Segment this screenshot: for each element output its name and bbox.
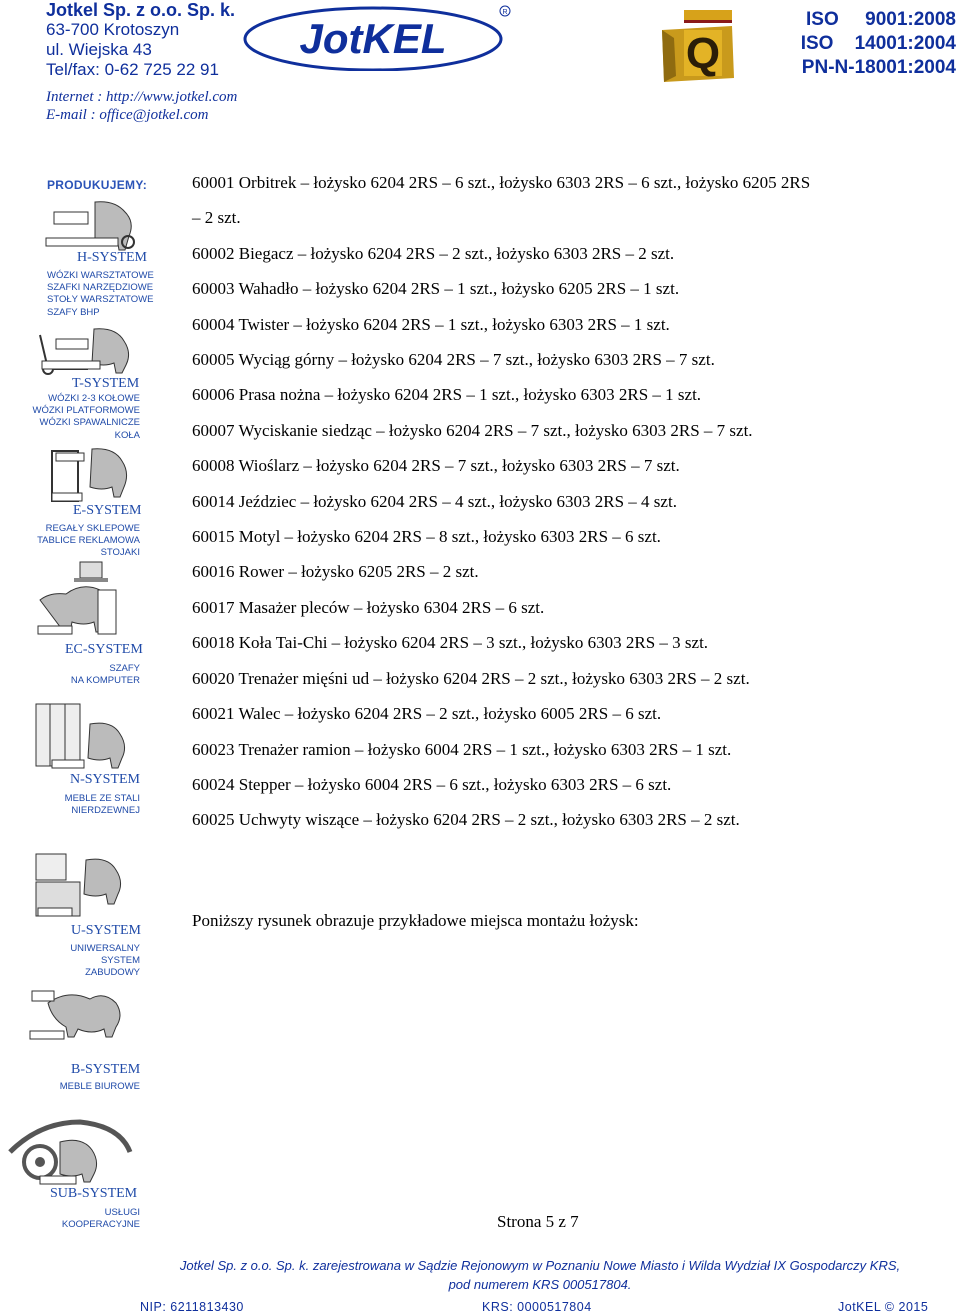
e-system-desc <box>30 523 140 560</box>
logo-text: JotKEL <box>299 15 447 62</box>
list-item: 60002 Biegacz – łożysko 6204 2RS – 2 szt., łożysko 6303 2RS – 2 szt. <box>192 243 675 263</box>
iso-line: ISO 9001:2008 <box>806 9 956 30</box>
desc-line: NA KOMPUTER <box>70 675 140 687</box>
list-item: 60024 Stepper – łożysko 6004 2RS – 6 szt., łożysko 6303 2RS – 6 szt. <box>192 774 672 794</box>
footer-copyright: JotKEL © 2015 <box>838 1300 929 1314</box>
company-address-block <box>46 0 235 80</box>
b-system-desc <box>30 1081 140 1093</box>
h-system-icon <box>40 200 142 252</box>
b-system-icon <box>28 985 140 1049</box>
desc-line: ZABUDOWY <box>85 967 140 979</box>
iso-line: ISO 14001:2004 <box>800 33 956 54</box>
iso-certificates <box>801 8 956 80</box>
desc-line: SYSTEM <box>100 955 140 967</box>
list-item: – 2 szt. <box>192 208 241 228</box>
footer-line-2: pod numerem KRS 000517804. <box>448 1277 632 1292</box>
desc-line: STOJAKI <box>100 547 140 559</box>
list-item: 60015 Motyl – łożysko 6204 2RS – 8 szt., łożysko 6303 2RS – 6 szt. <box>192 527 661 547</box>
registration-footer <box>160 1256 920 1294</box>
sub-system-name: SUB-SYSTEM <box>50 1186 138 1201</box>
list-item: 60001 Orbitrek – łożysko 6204 2RS – 6 szt., łożysko 6303 2RS – 6 szt., łożysko 6205 2RS <box>192 173 811 192</box>
company-telfax: Tel/fax: 0-62 725 22 91 <box>46 60 219 79</box>
desc-line: WÓZKI PLATFORMOWE <box>32 405 140 417</box>
iso-line: PN-N-18001:2004 <box>801 57 956 78</box>
desc-line: MEBLE BIUROWE <box>59 1081 140 1092</box>
svg-text:R: R <box>502 9 508 16</box>
t-system-icon <box>36 325 140 377</box>
u-system-desc <box>30 943 140 980</box>
desc-line: SZAFKI NARZĘDZIOWE <box>47 282 154 294</box>
desc-line: SZAFY BHP <box>47 306 100 318</box>
list-item: 60004 Twister – łożysko 6204 2RS – 1 szt., łożysko 6303 2RS – 1 szt. <box>192 314 670 334</box>
quality-award-icon <box>654 8 738 86</box>
ec-system-icon <box>36 560 140 640</box>
sub-system-icon <box>0 1112 142 1188</box>
list-item: 60025 Uchwyty wiszące – łożysko 6204 2RS – 2 szt., łożysko 6303 2RS – 2 szt. <box>192 810 740 830</box>
t-system-desc <box>30 393 140 442</box>
list-item: 60017 Masażer pleców – łożysko 6304 2RS – 6 szt. <box>192 597 545 617</box>
t-system-name: T-SYSTEM <box>72 376 140 391</box>
list-item: 60006 Prasa nożna – łożysko 6204 2RS – 1 szt., łożysko 6303 2RS – 1 szt. <box>192 385 702 405</box>
desc-line: UNIWERSALNY <box>70 943 140 954</box>
page-number: Strona 5 z 7 <box>497 1212 579 1231</box>
list-item: 60021 Walec – łożysko 6204 2RS – 2 szt., łożysko 6005 2RS – 6 szt. <box>192 704 662 724</box>
bearing-list <box>192 165 944 838</box>
desc-line: KOOPERACYJNE <box>61 1219 140 1231</box>
jotkel-logo <box>243 3 511 71</box>
u-system-name: U-SYSTEM <box>71 923 142 938</box>
figure-intro-text: Poniższy rysunek obrazuje przykładowe miejsca montażu łożysk: <box>192 911 639 930</box>
desc-line: STOŁY WARSZTATOWE <box>47 294 154 306</box>
desc-line: USŁUGI <box>104 1207 140 1218</box>
company-web-block <box>46 88 237 124</box>
desc-line: REGAŁY SKLEPOWE <box>45 523 140 534</box>
desc-line: KOŁA <box>114 429 140 441</box>
list-item: 60014 Jeździec – łożysko 6204 2RS – 4 szt., łożysko 6303 2RS – 4 szt. <box>192 491 677 511</box>
company-street: ul. Wiejska 43 <box>46 40 152 59</box>
desc-line: WÓZKI 2-3 KOŁOWE <box>48 393 140 404</box>
desc-line: MEBLE ZE STALI <box>64 793 140 804</box>
ec-system-name: EC-SYSTEM <box>65 642 143 657</box>
desc-line: SZAFY <box>109 663 140 674</box>
footer-krs: KRS: 0000517804 <box>482 1300 592 1314</box>
e-system-icon <box>48 445 140 505</box>
logo-graphic <box>243 3 511 71</box>
n-system-icon <box>34 702 140 774</box>
company-email[interactable]: E-mail : office@jotkel.com <box>46 107 209 123</box>
list-item: 60003 Wahadło – łożysko 6204 2RS – 1 szt., łożysko 6205 2RS – 1 szt. <box>192 279 680 299</box>
list-item: 60007 Wyciskanie siedząc – łożysko 6204 2RS – 7 szt., łożysko 6303 2RS – 7 szt. <box>192 420 753 440</box>
desc-line: WÓZKI WARSZTATOWE <box>47 270 154 281</box>
list-item: 60018 Koła Tai-Chi – łożysko 6204 2RS – 3 szt., łożysko 6303 2RS – 3 szt. <box>192 633 709 653</box>
b-system-name: B-SYSTEM <box>71 1062 141 1077</box>
sidebar-heading: PRODUKUJEMY: <box>47 178 148 192</box>
h-system-desc <box>47 270 154 319</box>
e-system-name: E-SYSTEM <box>73 503 142 518</box>
footer-line-1: Jotkel Sp. z o.o. Sp. k. zarejestrowana w Sądzie Rejonowym w Poznaniu Nowe Miasto i Wilda Wydział IX Gospodarczy KRS, <box>179 1258 901 1273</box>
list-item: 60016 Rower – łożysko 6205 2RS – 2 szt. <box>192 562 479 582</box>
sub-system-desc <box>30 1207 140 1231</box>
svg-text:Q: Q <box>685 29 721 78</box>
company-city: 63-700 Krotoszyn <box>46 20 180 39</box>
list-item: 60005 Wyciąg górny – łożysko 6204 2RS – 7 szt., łożysko 6303 2RS – 7 szt. <box>192 350 715 370</box>
n-system-desc <box>30 793 140 817</box>
company-internet[interactable]: Internet : http://www.jotkel.com <box>46 89 238 105</box>
list-item: 60023 Trenażer ramion – łożysko 6004 2RS – 1 szt., łożysko 6303 2RS – 1 szt. <box>192 739 732 759</box>
desc-line: NIERDZEWNEJ <box>71 805 140 817</box>
list-item: 60020 Trenażer mięśni ud – łożysko 6204 2RS – 2 szt., łożysko 6303 2RS – 2 szt. <box>192 668 750 688</box>
footer-nip: NIP: 6211813430 <box>140 1300 244 1314</box>
h-system-name: H-SYSTEM <box>77 250 148 265</box>
n-system-name: N-SYSTEM <box>70 772 141 787</box>
list-item: 60008 Wioślarz – łożysko 6204 2RS – 7 szt., łożysko 6303 2RS – 7 szt. <box>192 456 680 476</box>
ec-system-desc <box>30 663 140 687</box>
desc-line: TABLICE REKLAMOWA <box>37 535 140 547</box>
company-name: Jotkel Sp. z o.o. Sp. k. <box>46 0 236 20</box>
desc-line: WÓZKI SPAWALNICZE <box>39 417 140 429</box>
u-system-icon <box>34 852 140 922</box>
